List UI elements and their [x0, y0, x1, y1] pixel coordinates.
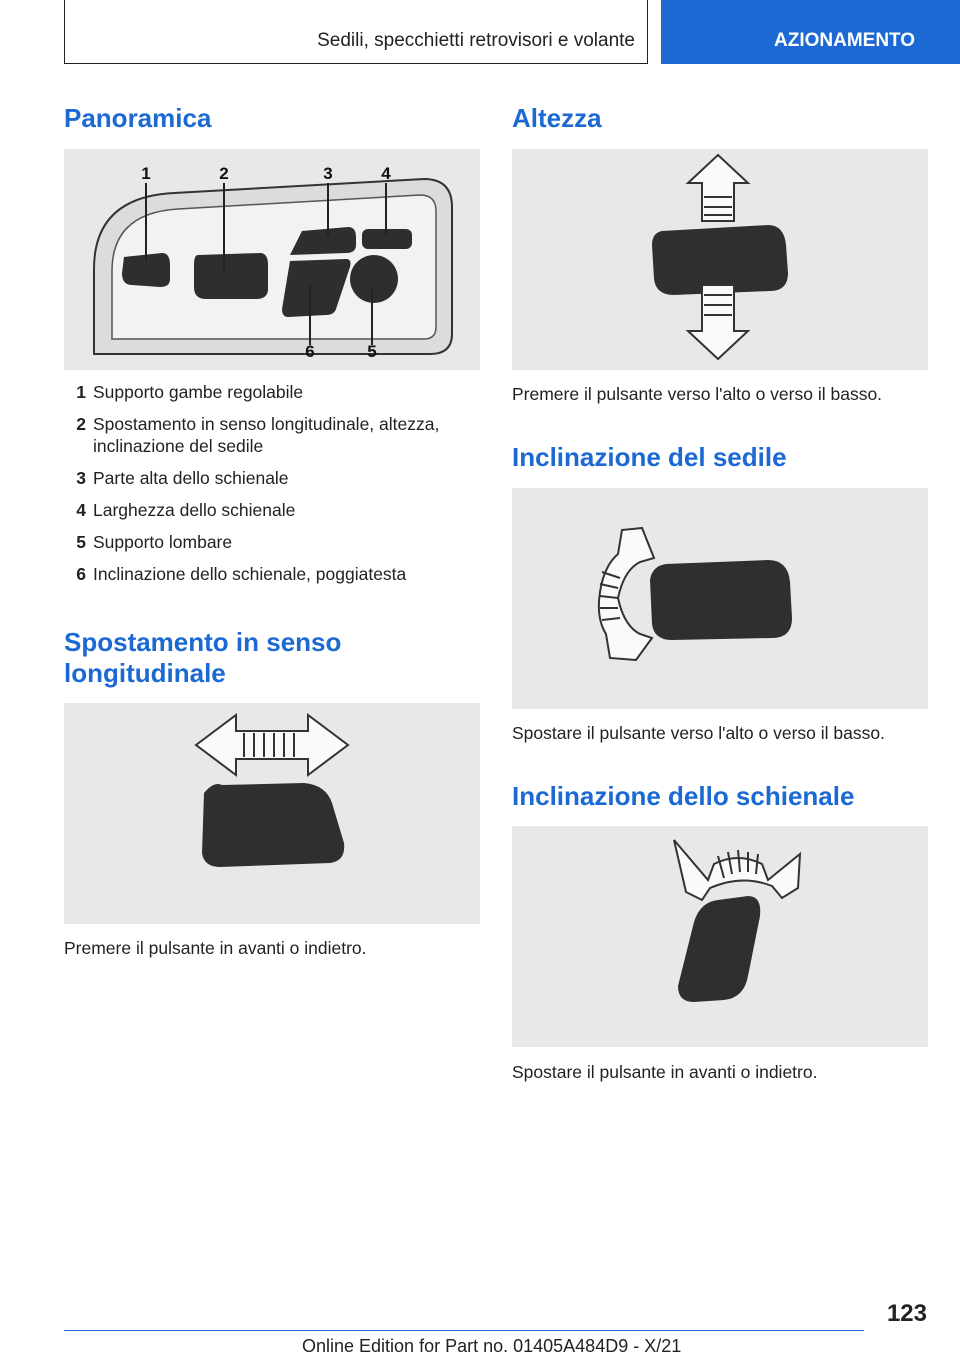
figure-label-6: 6 [305, 342, 315, 361]
backrest-tilt-figure [512, 826, 928, 1047]
header-chapter-box [64, 0, 648, 64]
figure-label-1: 1 [141, 164, 151, 183]
panoramica-legend [64, 381, 484, 595]
seat-tilt-figure [512, 488, 928, 709]
legend-item: 3 Parte alta dello schienale [76, 468, 289, 488]
height-figure [512, 149, 928, 370]
altezza-caption: Premere il pulsante verso l'alto o verso il basso. [512, 384, 883, 404]
altezza-heading: Altezza [512, 103, 602, 133]
seat-button [202, 783, 344, 867]
figure-label-4: 4 [381, 164, 391, 183]
figure-label-3: 3 [323, 164, 333, 183]
longitudinale-caption: Premere il pulsante in avanti o indietro. [64, 938, 367, 958]
curved-double-arrow-icon [599, 528, 654, 660]
inclinazione-schienale-caption: Spostare il pulsante in avanti o indietro. [512, 1062, 818, 1082]
seat-controls-overview-figure [64, 149, 480, 370]
legend-item: 2 Spostamento in senso longitudinale, altezza, inclinazione del sedile [76, 414, 440, 456]
seat-button [194, 253, 268, 299]
inclinazione-schienale-heading: Inclinazione dello schienale [512, 781, 855, 811]
arrow-down-icon [688, 285, 748, 359]
arrow-up-icon [688, 155, 748, 221]
longitudinale-heading: Spostamento in senso longitudinale [64, 627, 342, 688]
legend-item: 5 Supporto lombare [76, 532, 233, 552]
legend-item: 6 Inclinazione dello schienale, poggiatesta [76, 564, 407, 584]
panoramica-heading: Panoramica [64, 103, 212, 133]
inclinazione-sedile-heading: Inclinazione del sedile [512, 442, 787, 472]
inclinazione-sedile-caption: Spostare il pulsante verso l'alto o verso il basso. [512, 723, 885, 743]
header-section-box [661, 0, 960, 64]
seat-button [650, 560, 792, 640]
section-title: AZIONAMENTO [774, 30, 916, 51]
double-arrow-horizontal-icon [196, 715, 348, 775]
figure-label-5: 5 [367, 342, 377, 361]
legend-item: 1 Supporto gambe regolabile [76, 382, 304, 402]
edition-text: Online Edition for Part no. 01405A484D9 - X/21 [302, 1336, 682, 1356]
longitudinal-figure [64, 703, 480, 924]
footer-divider [64, 1330, 864, 1331]
legend-item: 4 Larghezza dello schienale [76, 500, 296, 520]
figure-label-2: 2 [219, 164, 229, 183]
chapter-title: Sedili, specchietti retrovisori e volante [317, 30, 635, 51]
lumbar-button [350, 255, 398, 303]
curved-double-arrow-icon [674, 840, 800, 900]
page-number: 123 [886, 1300, 927, 1327]
backrest-button [678, 896, 760, 1002]
